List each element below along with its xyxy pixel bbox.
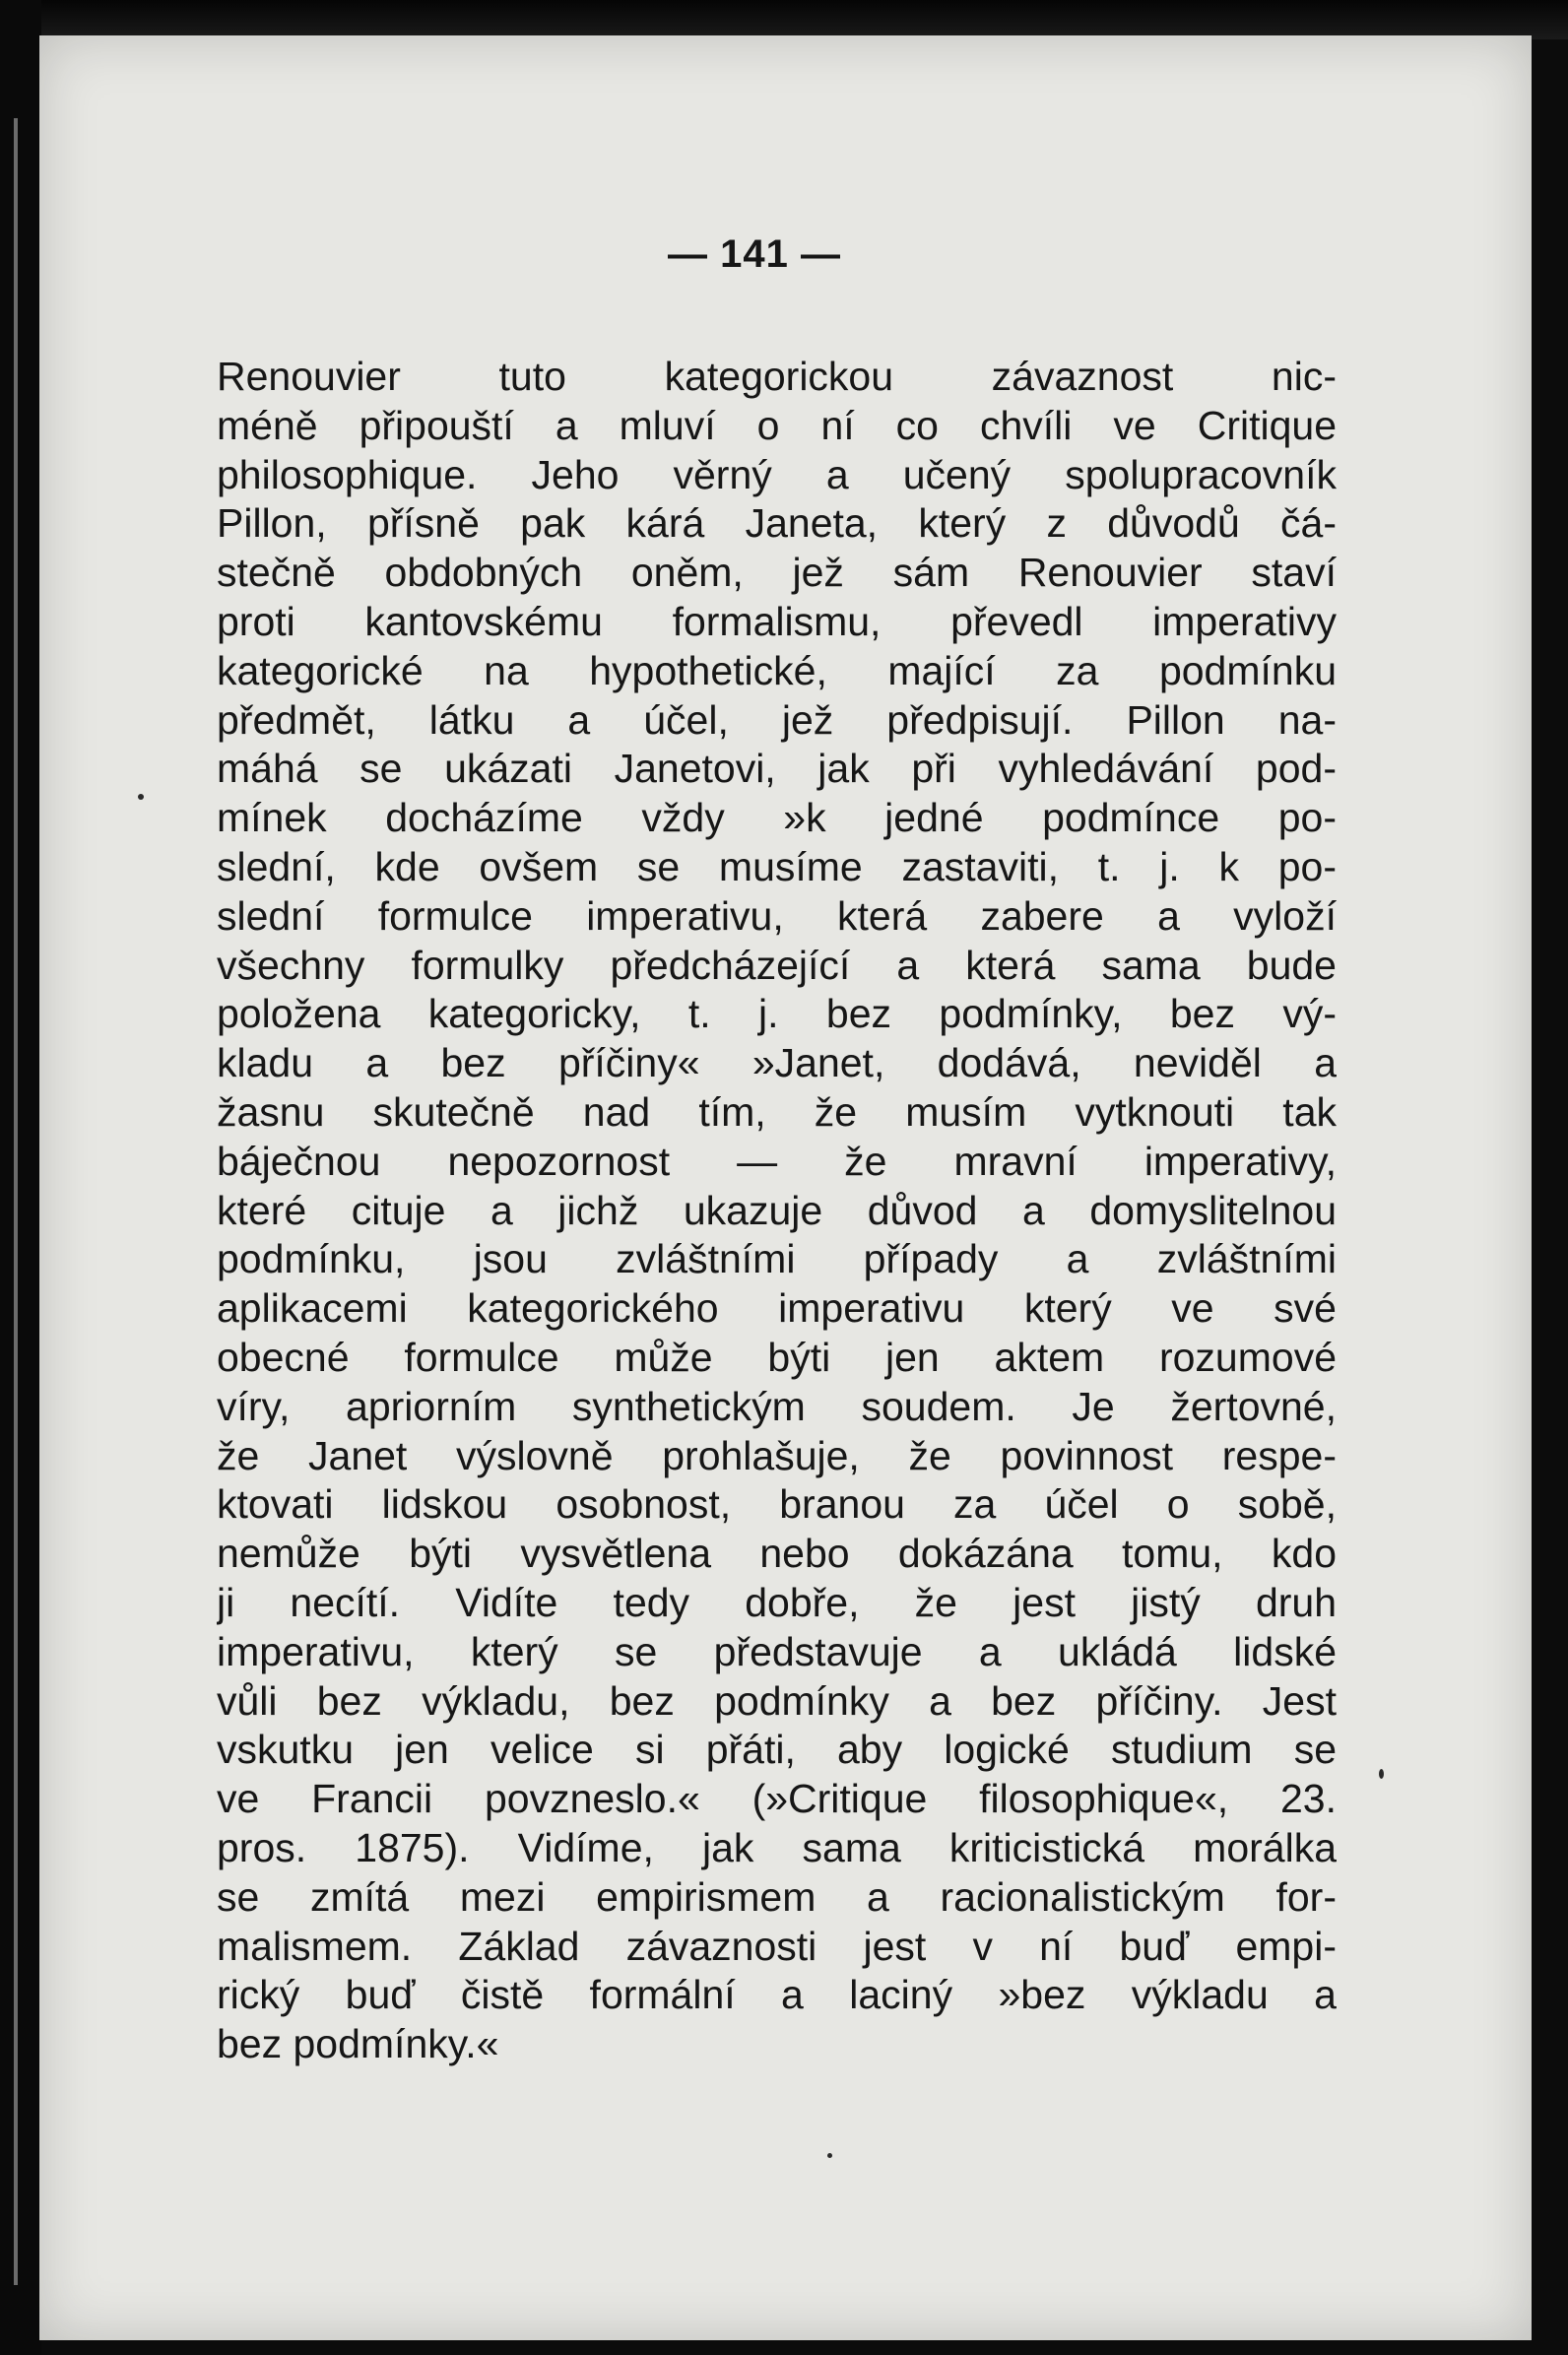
- text-line: Pillon, přísně pak kárá Janeta, který z důvodů čá-: [217, 500, 1337, 547]
- text-line: vůli bez výkladu, bez podmínky a bez příčiny. Jest: [217, 1677, 1337, 1724]
- paper-speck: [1379, 1769, 1384, 1779]
- text-line: že Janet výslovně prohlašuje, že povinnost respe-: [217, 1432, 1337, 1478]
- paper-speck: [827, 2153, 832, 2158]
- binding-thread: [14, 118, 18, 2285]
- text-line: se zmítá mezi empirismem a racionalistickým for-: [217, 1873, 1337, 1920]
- text-line: stečně obdobných oněm, jež sám Renouvier staví: [217, 550, 1337, 596]
- text-line: Renouvier tuto kategorickou závaznost nic-: [217, 354, 1337, 399]
- scan-border-top: [0, 0, 1568, 39]
- text-line: proti kantovskému formalismu, převedl imperativy: [217, 598, 1337, 644]
- book-binding-gutter: [0, 0, 41, 2355]
- text-line: ktovati lidskou osobnost, branou za účel o sobě,: [217, 1481, 1337, 1528]
- text-line: bez podmínky.«: [217, 2021, 499, 2067]
- text-line: slední, kde ovšem se musíme zastaviti, t. j. k po-: [217, 843, 1337, 889]
- text-line: méně připouští a mluví o ní co chvíli ve Critique: [217, 402, 1337, 448]
- page-number: — 141 —: [668, 232, 841, 276]
- text-line: ve Francii povzneslo.« (»Critique filosophique«, 23.: [217, 1776, 1337, 1822]
- text-line: slední formulce imperativu, která zabere a vyloží: [217, 892, 1337, 939]
- text-line: philosophique. Jeho věrný a učený spolupracovník: [217, 451, 1337, 497]
- text-line: které cituje a jichž ukazuje důvod a domyslitelnou: [217, 1187, 1337, 1233]
- body-paragraph: [217, 353, 1337, 2069]
- paper-speck: [138, 794, 144, 800]
- text-line: víry, apriorním synthetickým soudem. Je žertovné,: [217, 1383, 1337, 1429]
- text-line: rický buď čistě formální a laciný »bez výkladu a: [217, 1972, 1337, 2018]
- text-line: položena kategoricky, t. j. bez podmínky, bez vý-: [217, 991, 1337, 1037]
- text-line: všechny formulky předcházející a která sama bude: [217, 942, 1337, 988]
- text-line: podmínku, jsou zvláštními případy a zvláštními: [217, 1236, 1337, 1282]
- text-line: kategorické na hypothetické, mající za podmínku: [217, 647, 1337, 693]
- text-line: máhá se ukázati Janetovi, jak při vyhledávání pod-: [217, 746, 1337, 792]
- text-line: žasnu skutečně nad tím, že musím vytknouti tak: [217, 1088, 1337, 1135]
- text-line: předmět, látku a účel, jež předpisují. Pillon na-: [217, 696, 1337, 743]
- text-line: pros. 1875). Vidíme, jak sama kriticistická morálka: [217, 1824, 1337, 1870]
- book-page: [39, 35, 1532, 2340]
- text-line: imperativu, který se představuje a ukládá lidské: [217, 1628, 1337, 1674]
- text-line: mínek docházíme vždy »k jedné podmínce po-: [217, 795, 1337, 841]
- text-line: obecné formulce může býti jen aktem rozumové: [217, 1334, 1337, 1380]
- text-line: kladu a bez příčiny« »Janet, dodává, neviděl a: [217, 1040, 1337, 1086]
- text-line: báječnou nepozornost — že mravní imperativy,: [217, 1138, 1337, 1184]
- text-line: malismem. Základ závaznosti jest v ní buď empi-: [217, 1923, 1337, 1969]
- text-line: nemůže býti vysvětlena nebo dokázána tomu, kdo: [217, 1531, 1337, 1577]
- text-line: ji necítí. Vidíte tedy dobře, že jest jistý druh: [217, 1579, 1337, 1625]
- text-line: aplikacemi kategorického imperativu který ve své: [217, 1285, 1337, 1332]
- text-line: vskutku jen velice si přáti, aby logické studium se: [217, 1727, 1337, 1773]
